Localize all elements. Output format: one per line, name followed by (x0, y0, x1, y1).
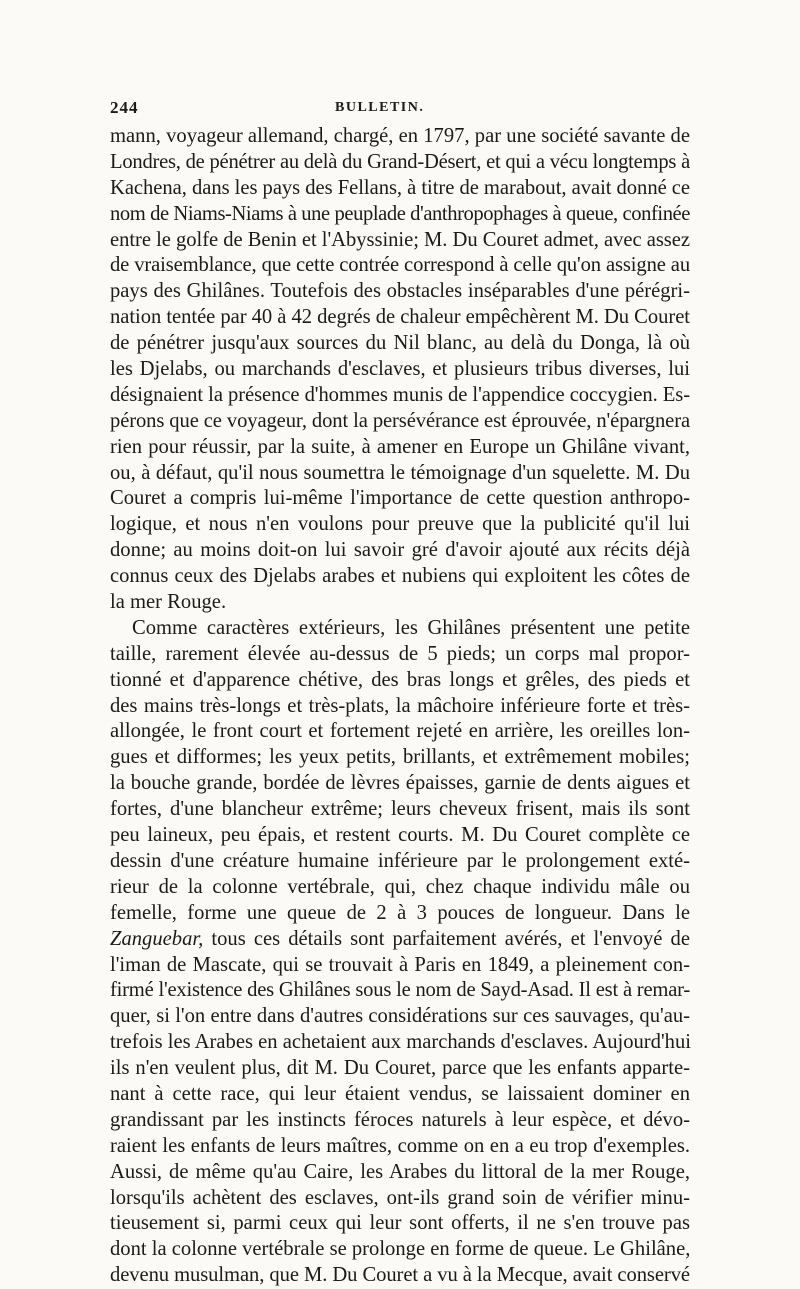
running-head: BULLETIN. (335, 100, 425, 115)
text-line: donne; au moins doit-on lui savoir gré d'avoir ajouté aux récits déjà (110, 539, 690, 562)
text-line: ou, à défaut, qu'il nous soumettra le témoignage d'un squelette. M. Du (110, 461, 690, 484)
body-text (110, 124, 690, 1289)
page (110, 98, 690, 1289)
text-line: raient les enfants de leurs maîtres, comme on en a eu trop d'exemples. (110, 1134, 690, 1157)
text-line: de vraisemblance, que cette contrée correspond à celle qu'on assigne au (110, 254, 690, 277)
text-line: lorsqu'ils achètent des esclaves, ont-ils grand soin de vérifier minu- (110, 1186, 690, 1209)
text-line: Kachena, dans les pays des Fellans, à titre de marabout, avait donné ce (110, 176, 690, 199)
text-line: dont la colonne vertébrale se prolonge en forme de queue. Le Ghilâne, (110, 1238, 691, 1261)
text-line: femelle, forme une queue de 2 à 3 pouces de longueur. Dans le (110, 901, 690, 924)
text-line: nation tentée par 40 à 42 degrés de chaleur empêchèrent M. Du Couret (110, 306, 690, 329)
text-line: nom de Niams-Niams à une peuplade d'anthropophages à queue, confinée (110, 202, 690, 225)
text-line: peu laineux, peu épais, et restent courts. M. Du Couret complète ce (110, 824, 690, 847)
text-line: entre le golfe de Benin et l'Abyssinie; M. Du Couret admet, avec assez (110, 228, 690, 251)
text-line: ils n'en veulent plus, dit M. Du Couret, parce que les enfants apparte- (110, 1057, 690, 1080)
text-line: les Djelabs, ou marchands d'esclaves, et plusieurs tribus diverses, lui (110, 358, 690, 381)
text-line: devenu musulman, que M. Du Couret a vu à la Mecque, avait conservé (110, 1264, 690, 1287)
text-line: tieusement si, parmi ceux qui leur sont offerts, il ne s'en trouve pas (110, 1212, 690, 1235)
text-line: allongée, le front court et fortement rejeté en arrière, les oreilles lon- (110, 720, 690, 743)
text-line: la mer Rouge. (110, 591, 227, 614)
text-line: grandissant par les instincts féroces naturels à leur espèce, et dévo- (110, 1108, 690, 1131)
text-line: rien pour réussir, par la suite, à amener en Europe un Ghilâne vivant, (110, 435, 690, 458)
text-line: l'iman de Mascate, qui se trouvait à Paris en 1849, a pleinement con- (110, 953, 690, 976)
page-number: 244 (110, 98, 139, 117)
text-line: Londres, de pénétrer au delà du Grand-Désert, et qui a vécu longtemps à (110, 150, 690, 173)
line-text: tous ces détails sont parfaitement avérés, et l'envoyé de (203, 927, 690, 950)
text-line: gues et difformes; les yeux petits, brillants, et extrêmement mobiles; (110, 746, 690, 769)
text-line: mann, voyageur allemand, chargé, en 1797, par une société savante de (110, 125, 690, 147)
text-line: la bouche grande, bordée de lèvres épaisses, garnie de dents aigues et (110, 772, 690, 795)
page-header (110, 98, 690, 122)
text-line: des mains très-longs et très-plats, la mâchoire inférieure forte et très- (110, 694, 690, 717)
text-line: connus ceux des Djelabs arabes et nubiens qui exploitent les côtes de (110, 565, 690, 588)
text-line: de pénétrer jusqu'aux sources du Nil blanc, au delà du Donga, là où (110, 332, 690, 355)
text-line: désignaient la présence d'hommes munis de l'appendice coccygien. Es- (110, 383, 690, 406)
text-line: pays des Ghilânes. Toutefois des obstacles inséparables d'une pérégri- (110, 280, 690, 303)
text-line: tionné et d'apparence chétive, des bras longs et grêles, des pieds et (110, 668, 690, 691)
text-line: nant à cette race, qui leur étaient vendus, se laissaient dominer en (110, 1082, 690, 1105)
text-line: pérons que ce voyageur, dont la persévérance est éprouvée, n'épargnera (110, 409, 690, 432)
italic-place-name: Zanguebar, (110, 927, 204, 950)
text-line: taille, rarement élevée au-dessus de 5 pieds; un corps mal propor- (110, 642, 690, 665)
text-line: logique, et nous n'en voulons pour preuve que la publicité qu'il lui (110, 513, 690, 536)
text-line: Comme caractères extérieurs, les Ghilânes présentent une petite (132, 616, 690, 639)
text-line: firmé l'existence des Ghilânes sous le nom de Sayd-Asad. Il est à remar- (110, 979, 690, 1002)
text-line: Couret a compris lui-même l'importance de cette question anthropo- (110, 487, 690, 510)
text-line: dessin d'une créature humaine inférieure par le prolongement exté- (110, 849, 690, 872)
text-line: trefois les Arabes en achetaient aux marchands d'esclaves. Aujourd'hui (110, 1031, 691, 1054)
text-line (110, 927, 690, 953)
text-line: fortes, d'une blancheur extrême; leurs cheveux frisent, mais ils sont (110, 798, 690, 821)
text-line: Aussi, de même qu'au Caire, les Arabes du littoral de la mer Rouge, (110, 1160, 690, 1183)
text-line: quer, si l'on entre dans d'autres considérations sur ces sauvages, qu'au- (110, 1005, 690, 1028)
text-line: rieur de la colonne vertébrale, qui, chez chaque individu mâle ou (110, 875, 690, 898)
